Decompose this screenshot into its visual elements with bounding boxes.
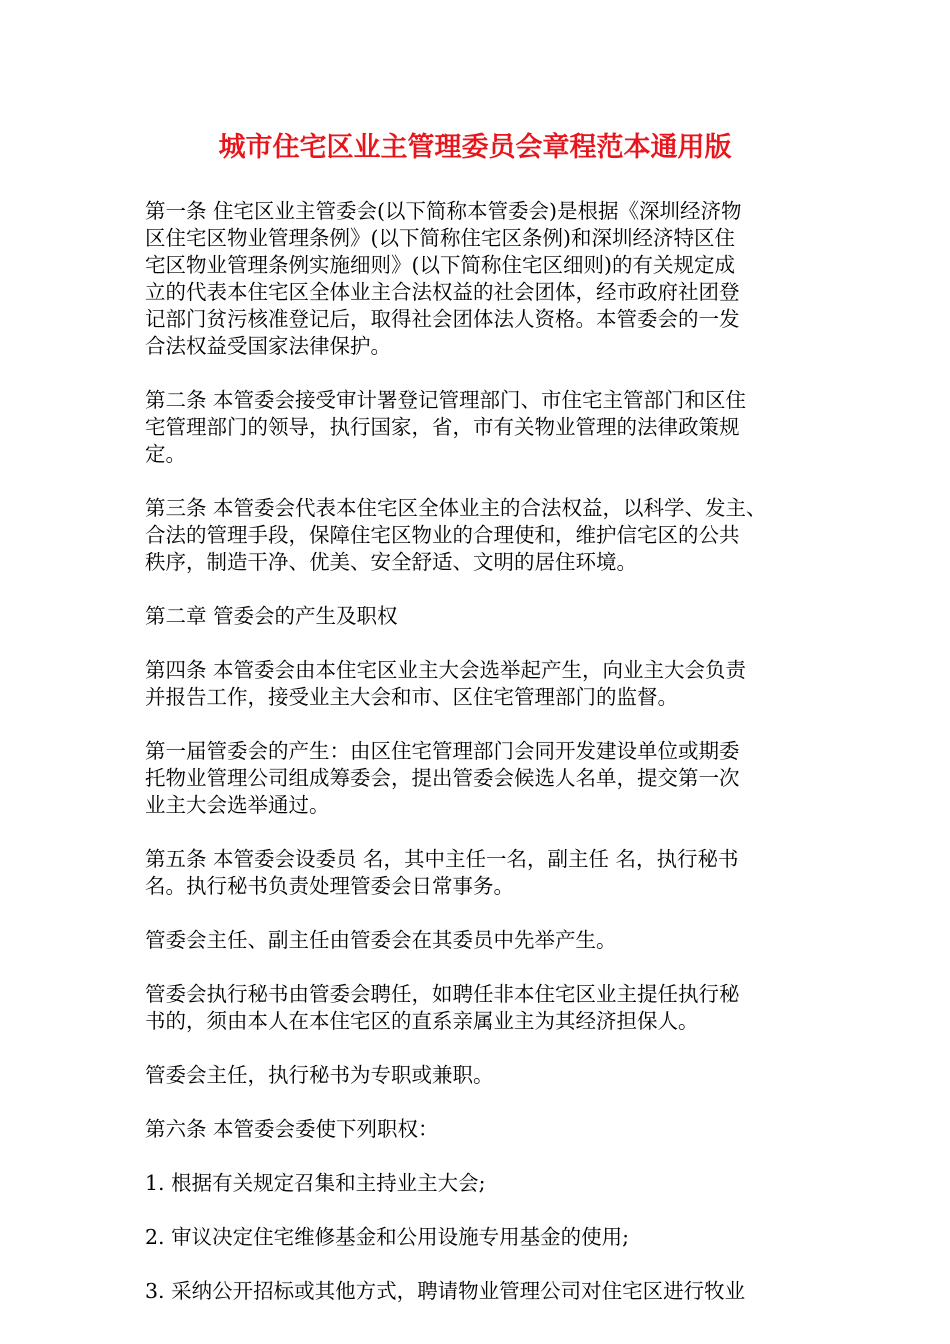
paragraph	[145, 1116, 825, 1143]
paragraph-line: 第六条 本管委会委使下列职权：	[145, 1117, 439, 1141]
document-title: 城市住宅区业主管理委员会章程范本通用版	[218, 132, 732, 163]
paragraph	[145, 198, 825, 360]
paragraph-line: 书的，须由本人在本住宅区的直系亲属业主为其经济担保人。	[145, 1009, 699, 1033]
paragraph	[145, 738, 825, 819]
paragraph-line: 第一条 住宅区业主管委会(以下简称本管委会)是根据《深圳经济物	[145, 199, 742, 223]
paragraph-line: 第二条 本管委会接受审计署登记管理部门、市住宅主管部门和区住	[145, 388, 747, 412]
paragraph	[145, 1170, 825, 1197]
paragraph-line: 托物业管理公司组成筹委会，提出管委会候选人名单，提交第一次	[145, 766, 740, 790]
paragraph-line: 第三条 本管委会代表本住宅区全体业主的合法权益，以科学、发主、	[145, 496, 767, 520]
paragraph-line: 第五条 本管委会设委员 名，其中主任一名，副主任 名，执行秘书	[145, 847, 739, 871]
paragraph	[145, 387, 825, 468]
paragraph	[145, 657, 825, 711]
paragraph-line: 2. 审议决定住宅维修基金和公用设施专用基金的使用;	[145, 1225, 629, 1249]
paragraph-line: 业主大会选举通过。	[145, 793, 330, 817]
paragraph	[145, 846, 825, 900]
paragraph	[145, 495, 825, 576]
paragraph-line: 宅管理部门的领导，执行国家，省，市有关物业管理的法律政策规	[145, 415, 740, 439]
paragraph-line: 管委会执行秘书由管委会聘任，如聘任非本住宅区业主提任执行秘	[145, 982, 740, 1006]
paragraph-line: 名。执行秘书负责处理管委会日常事务。	[145, 874, 514, 898]
paragraph	[145, 603, 825, 630]
paragraph-line: 合法的管理手段，保障住宅区物业的合理使和，维护信宅区的公共	[145, 523, 740, 547]
paragraph-line: 第一届管委会的产生：由区住宅管理部门会同开发建设单位或期委	[145, 739, 740, 763]
paragraph	[145, 1224, 825, 1251]
paragraph-line: 区住宅区物业管理条例》(以下简称住宅区条例)和深圳经济特区住	[145, 226, 735, 250]
paragraph-line: 管委会主任，执行秘书为专职或兼职。	[145, 1063, 494, 1087]
paragraph-line: 立的代表本住宅区全体业主合法权益的社会团体，经市政府社团登	[145, 280, 740, 304]
paragraph-line: 合法权益受国家法律保护。	[145, 334, 391, 358]
paragraph-line: 秩序，制造干净、优美、安全舒适、文明的居住环境。	[145, 550, 637, 574]
paragraph	[145, 1062, 825, 1089]
paragraph-line: 第二章 管委会的产生及职权	[145, 604, 398, 628]
paragraph	[145, 981, 825, 1035]
paragraph	[145, 927, 825, 954]
paragraph-line: 3. 采纳公开招标或其他方式，聘请物业管理公司对住宅区进行牧业	[145, 1279, 746, 1303]
document-body	[145, 198, 825, 1332]
paragraph-line: 定。	[145, 442, 186, 466]
paragraph-line: 第四条 本管委会由本住宅区业主大会选举起产生，向业主大会负责	[145, 658, 747, 682]
paragraph-line: 并报告工作，接受业主大会和市、区住宅管理部门的监督。	[145, 685, 678, 709]
paragraph-line: 宅区物业管理条例实施细则》(以下简称住宅区细则)的有关规定成	[145, 253, 735, 277]
paragraph-line: 记部门贫污核准登记后，取得社会团体法人资格。本管委会的一发	[145, 307, 740, 331]
paragraph	[145, 1278, 825, 1305]
paragraph-line: 管委会主任、副主任由管委会在其委员中先举产生。	[145, 928, 617, 952]
paragraph-line: 1. 根据有关规定召集和主持业主大会;	[145, 1171, 486, 1195]
